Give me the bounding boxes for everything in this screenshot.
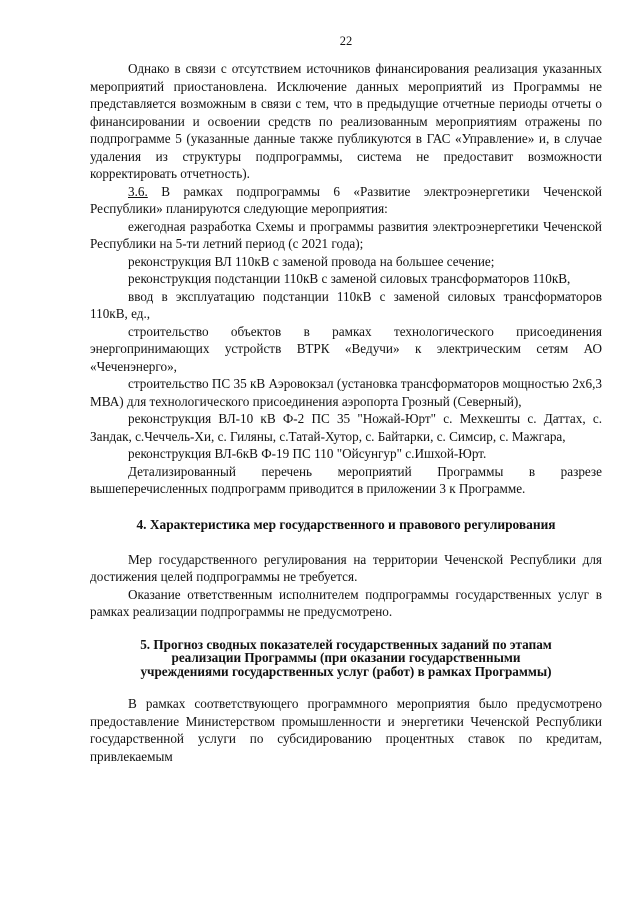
section-3-6-text: В рамках подпрограммы 6 «Развитие электроэнергетики Чеченской Республики» планируются следующие мероприятия: xyxy=(90,183,602,216)
measure-item: реконструкция ВЛ-10 кВ Ф-2 ПС 35 "Ножай-Юрт" с. Мехкешты с. Даттах, с. Зандак, с.Чеччель-Хи, с. Гиляны, с.Татай-Хутор, с. Байтарки, с. Симсир, с. Мажгара, xyxy=(90,411,602,444)
measure-item: реконструкция ВЛ-6кВ Ф-19 ПС 110 "Ойсунгур" с.Ишхой-Юрт. xyxy=(128,446,487,461)
paragraph-section-3-6 xyxy=(90,183,602,218)
paragraph-funding: Однако в связи с отсутствием источников финансирования реализация указанных мероприятий приостановлена. Исключение данных мероприятий из Программы не представляется возможным в связи с тем, что в предыдущие отчетные периоды отчеты о финансировании и освоении средств по реализованным мероприятиям отражены по подпрограмме 5 (указанные данные также публикуются в ГАС «Управление» и, в случае удаления из структуры подпрограммы, система не предоставит возможности корректировать отчетность). xyxy=(90,61,602,181)
section-5-heading-line: 5. Прогноз сводных показателей государственных заданий по этапам xyxy=(140,636,552,652)
measure-item: реконструкция подстанции 110кВ с заменой силовых трансформаторов 110кВ, xyxy=(128,271,571,286)
section-4-paragraph: Мер государственного регулирования на территории Чеченской Республики для достижения целей подпрограммы не требуется. xyxy=(90,551,602,584)
section-4-paragraph: Оказание ответственным исполнителем подпрограммы государственных услуг в рамках реализации подпрограммы не предусмотрено. xyxy=(90,586,602,619)
section-5-heading-line: реализации Программы (при оказании государственными xyxy=(171,650,521,666)
measure-item: строительство объектов в рамках технологического присоединения энергопринимающих устройств ВТРК «Ведучи» к электрическим сетям АО «Чеченэнерго», xyxy=(90,323,602,374)
section-5-paragraph: В рамках соответствующего программного мероприятия было предусмотрено предоставление Министерством промышленности и энергетики Чеченской Республики государственной услуги по субсидированию процентных ставок по кредитам, привлекаемым xyxy=(90,696,602,764)
section-4-heading: 4. Характеристика мер государственного и правового регулирования xyxy=(136,516,556,532)
page-number: 22 xyxy=(339,34,353,48)
section-5-heading xyxy=(90,638,602,679)
section-5-heading-line: учреждениями государственных услуг (работ) в рамках Программы) xyxy=(140,663,552,679)
measure-item: строительство ПС 35 кВ Аэровокзал (установка трансформаторов мощностью 2х6,3 МВА) для технологического присоединения аэропорта Грозный (Северный), xyxy=(90,376,602,409)
measure-item: ввод в эксплуатацию подстанции 110кВ с заменой силовых трансформаторов 110кВ, ед., xyxy=(90,288,602,321)
paragraph-detailed-list: Детализированный перечень мероприятий Программы в разрезе вышеперечисленных подпрограмм приводится в приложении 3 к Программе. xyxy=(90,463,602,496)
measure-item: реконструкция ВЛ 110кВ с заменой провода на большее сечение; xyxy=(128,253,495,269)
section-number: 3.6. xyxy=(128,183,148,199)
measure-item: ежегодная разработка Схемы и программы развития электроэнергетики Чеченской Республики на 5-ти летний период (с 2021 года); xyxy=(90,218,602,251)
